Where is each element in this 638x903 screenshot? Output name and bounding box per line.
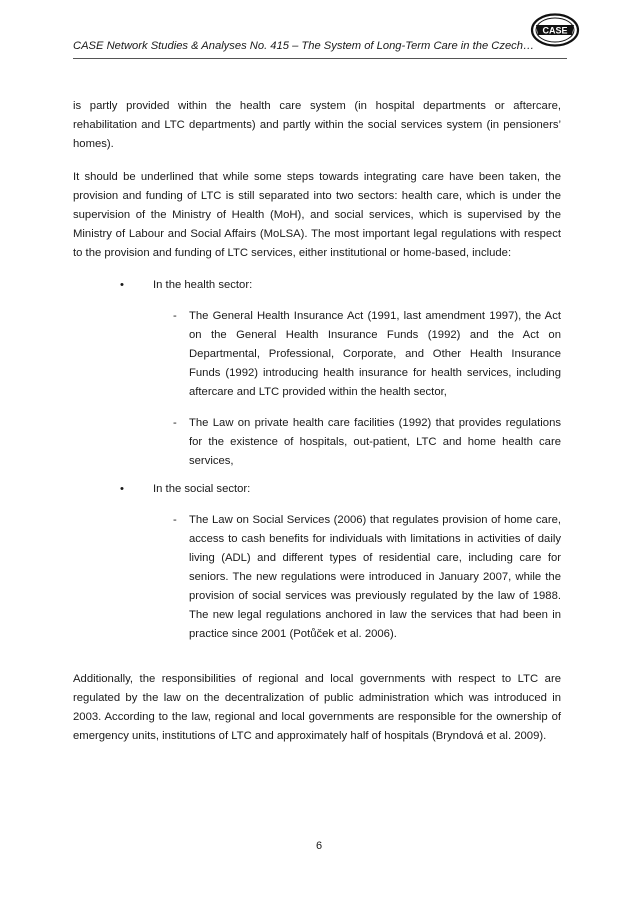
list-item	[73, 511, 561, 644]
bullet-health-sector	[73, 276, 561, 295]
list-item	[73, 414, 561, 471]
list-item	[73, 307, 561, 402]
list-item-text: The Law on Social Services (2006) that regulates provision of home care, access to cash benefits for individuals with limitations in activities of daily living (ADL) and different types of residential care, including care for seniors. The new regulations were introduced in January 2007, while the provision of social services was previously regulated by the law of 1988. The new legal regulations anchored in law the services that had been in practice since 2001 (Potůček et al. 2006).	[189, 514, 561, 640]
page-body	[73, 97, 561, 746]
logo-text: CASE	[542, 25, 568, 36]
paragraph-2: It should be underlined that while some steps towards integrating care have been taken, the provision and funding of LTC is still separated into two sectors: health care, which is under the supervision of the Ministry of Health (MoH), and social services, which is supervised by the Ministry of Labour and Social Affairs (MoLSA). The most important legal regulations with respect to the provision and funding of LTC services, either institutional or home-based, include:	[73, 171, 561, 259]
dash-symbol: -	[173, 310, 177, 322]
bullet-label: In the health sector:	[153, 279, 253, 291]
bullet-symbol: •	[120, 483, 124, 495]
dash-symbol: -	[173, 417, 177, 429]
page-number: 6	[315, 840, 323, 852]
bullet-symbol: •	[120, 279, 124, 291]
case-logo	[530, 13, 580, 47]
paragraph-3: Additionally, the responsibilities of regional and local governments with respect to LTC are regulated by the law on the decentralization of public administration which was introduced in 2003. According to the law, regional and local governments are responsible for the ownership of emergency units, institutions of LTC and approximately half of hospitals (Bryndová et al. 2009).	[73, 673, 561, 742]
header-divider	[73, 58, 567, 59]
bullet-social-sector	[73, 480, 561, 499]
bullet-label: In the social sector:	[153, 483, 251, 495]
list-item-text: The General Health Insurance Act (1991, last amendment 1997), the Act on the General Health Insurance Funds (1992) and the Act on Departmental, Professional, Corporate, and Other Health Insurance Funds (1992) introducing health insurance for health services, including aftercare and LTC provided within the health sector,	[189, 310, 561, 398]
dash-symbol: -	[173, 514, 177, 526]
paragraph-1: is partly provided within the health care system (in hospital departments or aftercare, rehabilitation and LTC departments) and partly within the social services system (in pensioners’ homes).	[73, 100, 561, 150]
running-header: CASE Network Studies & Analyses No. 415 – The System of Long-Term Care in the Czech…	[73, 40, 535, 52]
list-item-text: The Law on private health care facilities (1992) that provides regulations for the existence of hospitals, out-patient, LTC and home health care services,	[189, 417, 561, 467]
